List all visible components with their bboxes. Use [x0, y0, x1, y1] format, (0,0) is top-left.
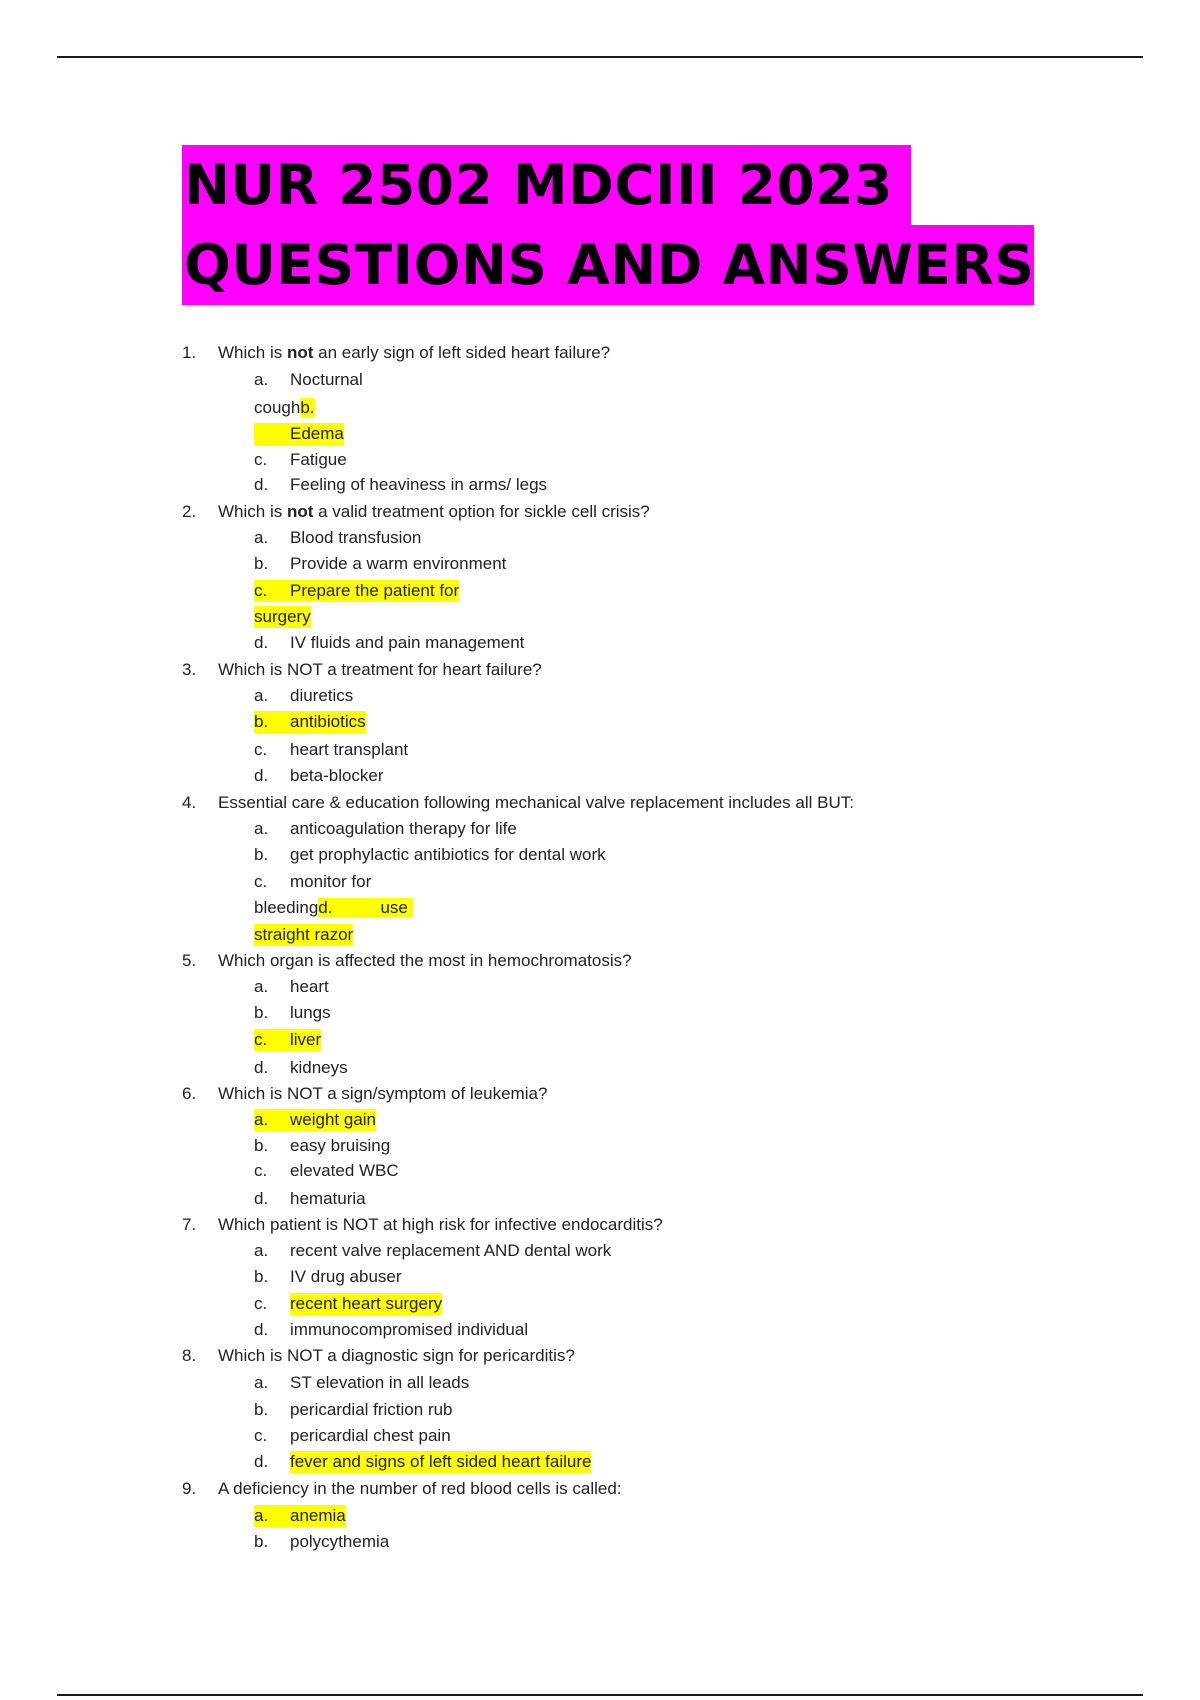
title-line-1: NUR 2502 MDCIII 2023 — [182, 145, 911, 225]
option-text: heart — [290, 977, 329, 996]
option-text: Nocturnal — [290, 370, 363, 389]
option-letter: d. — [254, 766, 269, 785]
option-text: get prophylactic antibiotics for dental work — [290, 845, 606, 864]
option-text: beta-blocker — [290, 766, 384, 785]
option-letter: b. — [254, 845, 269, 864]
answer-highlight: b. — [300, 398, 315, 417]
option-text: elevated WBC — [290, 1161, 399, 1180]
option-letter: b. — [254, 1267, 269, 1286]
question-number: 8. — [182, 1346, 197, 1365]
option-text: IV drug abuser — [290, 1267, 402, 1286]
option-text: kidneys — [290, 1058, 348, 1077]
option-text: IV fluids and pain management — [290, 633, 525, 652]
option-letter: c. — [254, 450, 268, 469]
option-text: diuretics — [290, 686, 354, 705]
option-letter: c. — [254, 740, 268, 759]
option-letter: d. — [254, 1189, 269, 1208]
question-number: 7. — [182, 1215, 197, 1234]
option-text: recent valve replacement AND dental work — [290, 1241, 612, 1260]
question-text: Which patient is NOT at high risk for infective endocarditis? — [218, 1215, 663, 1234]
option-text-correct: Prepare the patient for — [290, 581, 460, 600]
question-text: Which is not an early sign of left sided heart failure? — [218, 343, 611, 362]
option-letter: c. — [254, 1161, 268, 1180]
option-letter: a. — [254, 528, 269, 547]
emphasis: not — [286, 502, 314, 521]
answer-highlight: d. use — [318, 898, 412, 917]
option-text-correct: Edema — [290, 424, 344, 443]
question-text: Which is NOT a diagnostic sign for pericarditis? — [218, 1346, 575, 1365]
option-text: Blood transfusion — [290, 528, 422, 547]
option-letter: a. — [254, 370, 269, 389]
option-letter: b. — [254, 1136, 269, 1155]
option-letter: d. — [254, 1058, 269, 1077]
option-text: Feeling of heaviness in arms/ legs — [290, 475, 548, 494]
option-text: pericardial friction rub — [290, 1400, 453, 1419]
question-text: Which is NOT a treatment for heart failure? — [218, 660, 542, 679]
option-text-correct: straight razor — [254, 925, 354, 944]
emphasis: not — [286, 343, 314, 362]
option-letter: a. — [254, 1506, 269, 1525]
option-text: ST elevation in all leads — [290, 1373, 470, 1392]
option-letter: c. — [254, 1426, 268, 1445]
option-text: heart transplant — [290, 740, 409, 759]
title-line-2: QUESTIONS AND ANSWERS — [182, 225, 1034, 305]
option-text: anticoagulation therapy for life — [290, 819, 517, 838]
option-continuation: bleedingd. use — [254, 897, 413, 919]
question-number: 4. — [182, 793, 197, 812]
question-number: 3. — [182, 660, 197, 679]
option-text: easy bruising — [290, 1136, 391, 1155]
option-text-correct: weight gain — [290, 1110, 377, 1129]
option-text: polycythemia — [290, 1532, 390, 1551]
option-letter: c. — [254, 581, 268, 600]
option-letter: a. — [254, 686, 269, 705]
option-text-correct: fever and signs of left sided heart failure — [290, 1452, 592, 1471]
bottom-rule — [57, 1694, 1143, 1696]
question-text: A deficiency in the number of red blood cells is called: — [218, 1479, 622, 1498]
option-letter: b. — [254, 1003, 269, 1022]
question-number: 5. — [182, 951, 197, 970]
option-letter: a. — [254, 1110, 269, 1129]
option-text-correct: anemia — [290, 1506, 346, 1525]
option-letter: c. — [254, 1030, 268, 1049]
option-letter: c. — [254, 1294, 268, 1313]
option-letter: a. — [254, 977, 269, 996]
option-letter: d. — [254, 1320, 269, 1339]
option-text: Provide a warm environment — [290, 554, 507, 573]
option-letter: c. — [254, 872, 268, 891]
answer-highlight — [254, 423, 290, 445]
question-text: Which is NOT a sign/symptom of leukemia? — [218, 1084, 548, 1103]
question-number: 2. — [182, 502, 197, 521]
option-text: hematuria — [290, 1189, 366, 1208]
question-text: Which organ is affected the most in hemochromatosis? — [218, 951, 632, 970]
question-text: Which is not a valid treatment option for sickle cell crisis? — [218, 502, 650, 521]
option-text: lungs — [290, 1003, 331, 1022]
option-letter: b. — [254, 1532, 269, 1551]
option-text-correct: recent heart surgery — [290, 1294, 443, 1313]
option-letter: d. — [254, 1452, 269, 1471]
option-letter: d. — [254, 475, 269, 494]
option-text-correct: liver — [290, 1030, 322, 1049]
option-letter: b. — [254, 712, 269, 731]
question-number: 6. — [182, 1084, 197, 1103]
option-text: Fatigue — [290, 450, 347, 469]
option-letter: a. — [254, 1373, 269, 1392]
option-letter: a. — [254, 1241, 269, 1260]
option-text: pericardial chest pain — [290, 1426, 451, 1445]
option-letter: a. — [254, 819, 269, 838]
question-number: 9. — [182, 1479, 197, 1498]
option-letter: d. — [254, 633, 269, 652]
option-text-correct: antibiotics — [290, 712, 366, 731]
option-continuation: surgery — [254, 607, 311, 626]
option-letter: b. — [254, 554, 269, 573]
option-continuation: coughb. — [254, 398, 315, 417]
option-letter: b. — [254, 1400, 269, 1419]
question-number: 1. — [182, 343, 197, 362]
option-text: monitor for — [290, 872, 372, 891]
question-text: Essential care & education following mechanical valve replacement includes all BUT: — [218, 793, 854, 812]
option-text: immunocompromised individual — [290, 1320, 529, 1339]
